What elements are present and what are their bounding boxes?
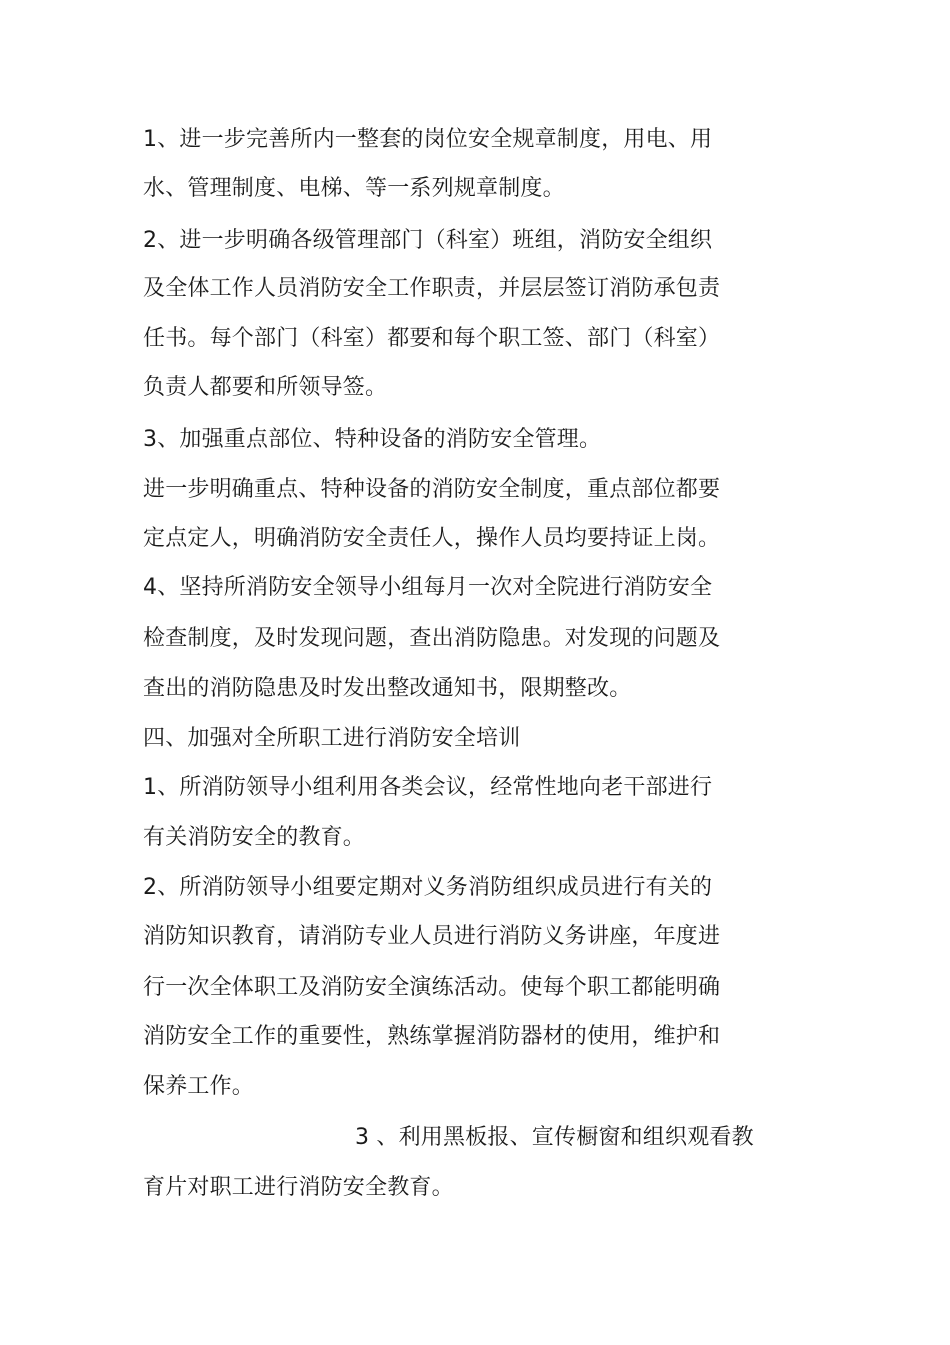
text-line: 1、所消防领导小组利用各类会议，经常性地向老干部进行 xyxy=(143,775,713,800)
text-line: 保养工作。 xyxy=(143,1074,255,1099)
text-line: 及全体工作人员消防安全工作职责，并层层签订消防承包责 xyxy=(143,276,721,301)
text-line: 进一步明确重点、特种设备的消防安全制度，重点部位都要 xyxy=(143,477,721,502)
text-line: 任书。每个部门（科室）都要和每个职工签、部门（科室） xyxy=(143,326,721,351)
text-line: 育片对职工进行消防安全教育。 xyxy=(143,1175,454,1200)
text-line: 有关消防安全的教育。 xyxy=(143,825,366,850)
text-line: 消防知识教育，请消防专业人员进行消防义务讲座，年度进 xyxy=(143,924,721,949)
text-line: 1、进一步完善所内一整套的岗位安全规章制度，用电、用 xyxy=(143,127,713,152)
text-line: 四、加强对全所职工进行消防安全培训 xyxy=(143,726,521,751)
text-line: 4、坚持所消防安全领导小组每月一次对全院进行消防安全 xyxy=(143,575,713,600)
text-line-indented: 3 、利用黑板报、宣传橱窗和组织观看教 xyxy=(355,1125,754,1150)
text-line: 水、管理制度、电梯、等一系列规章制度。 xyxy=(143,176,565,201)
text-line: 2、进一步明确各级管理部门（科室）班组，消防安全组织 xyxy=(143,228,713,253)
text-line: 消防安全工作的重要性，熟练掌握消防器材的使用，维护和 xyxy=(143,1024,721,1049)
text-line: 3、加强重点部位、特种设备的消防安全管理。 xyxy=(143,427,602,452)
text-line: 检查制度，及时发现问题，查出消防隐患。对发现的问题及 xyxy=(143,626,721,651)
text-line: 行一次全体职工及消防安全演练活动。使每个职工都能明确 xyxy=(143,975,721,1000)
text-line: 2、所消防领导小组要定期对义务消防组织成员进行有关的 xyxy=(143,875,713,900)
text-line: 定点定人，明确消防安全责任人，操作人员均要持证上岗。 xyxy=(143,526,721,551)
text-line: 查出的消防隐患及时发出整改通知书，限期整改。 xyxy=(143,676,632,701)
text-line: 负责人都要和所领导签。 xyxy=(143,375,388,400)
